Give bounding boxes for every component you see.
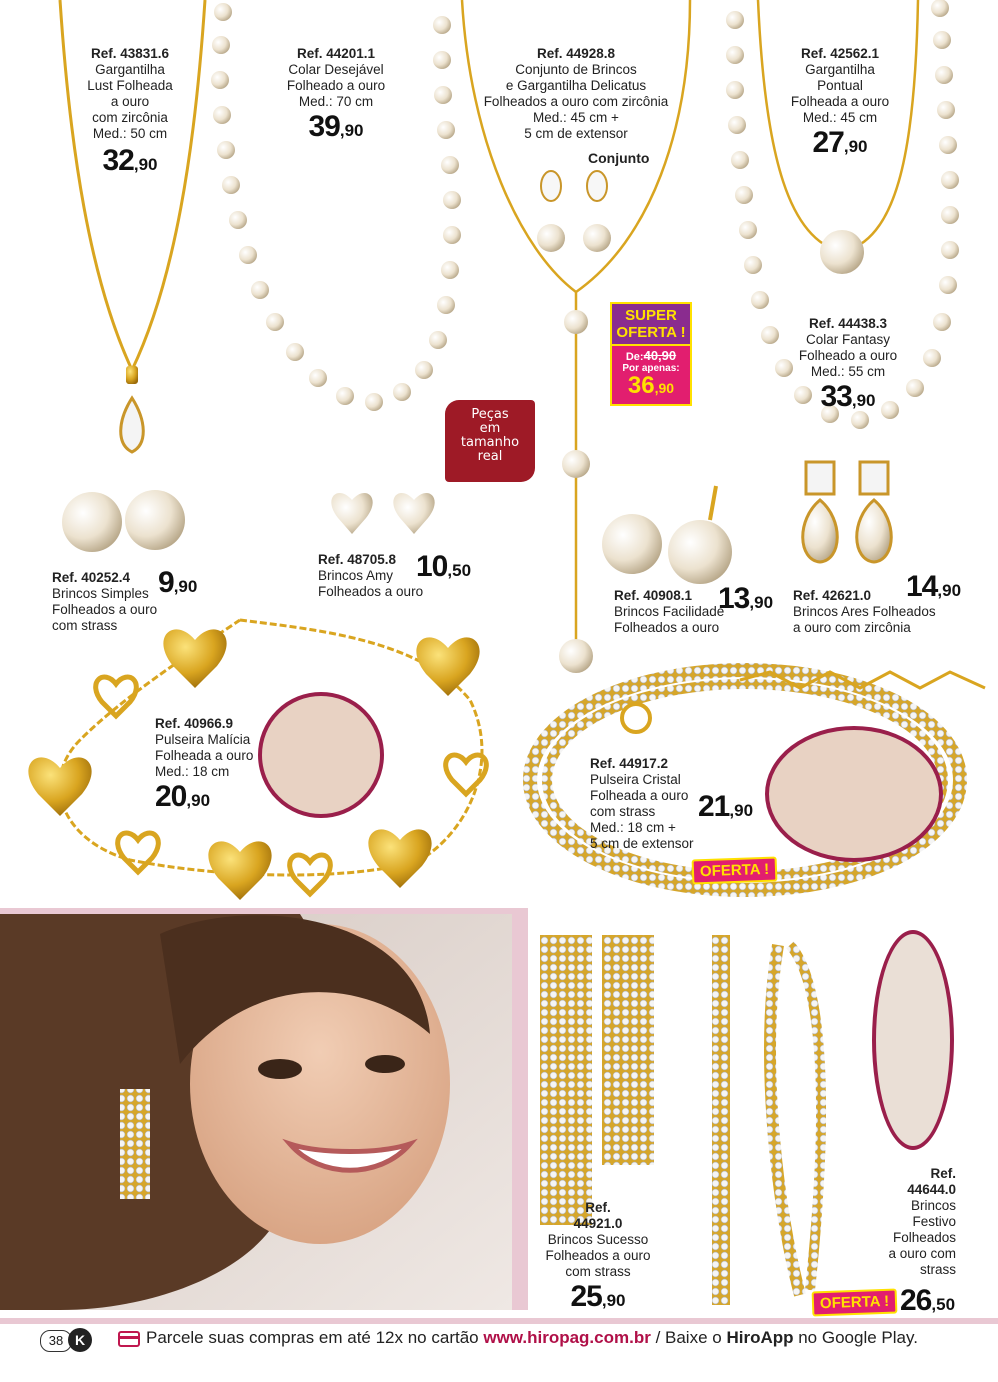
price-42621-0: 14,90 bbox=[906, 570, 962, 603]
super-offer-badge: SUPER OFERTA ! De:40,90 Por apenas: 36,90 bbox=[610, 302, 692, 410]
footer-divider bbox=[0, 1318, 998, 1324]
installment-message: Parcele suas compras em até 12x no cartão www.hiropag.com.br / Baixe o HiroApp no Google Play. bbox=[146, 1328, 918, 1347]
price: 39,90 bbox=[308, 110, 364, 143]
product-40908-1: Ref. 40908.1 Brincos Facilidade Folheados a ouro bbox=[614, 588, 725, 635]
brand-logo-icon: K bbox=[68, 1328, 92, 1352]
hiropag-link[interactable]: www.hiropag.com.br bbox=[483, 1328, 651, 1347]
price: 32,90 bbox=[102, 144, 158, 177]
product-44917-2: Ref. 44917.2 Pulseira Cristal Folheada a ouro com strass Med.: 18 cm + 5 cm de extensor bbox=[590, 756, 694, 851]
price: 25,90 bbox=[570, 1280, 626, 1313]
product-40966-9: Ref. 40966.9 Pulseira Malícia Folheada a ouro Med.: 18 cm 20,90 bbox=[155, 716, 265, 812]
product-44438-3: Ref. 44438.3 Colar Fantasy Folheado a ouro Med.: 55 cm 33,90 bbox=[788, 316, 908, 412]
price-40252-4: 9,90 bbox=[158, 566, 198, 599]
offer-price-int: 36 bbox=[627, 372, 655, 399]
product-43831-6: Ref. 43831.6 Gargantilha Lust Folheada a ouro com zircônia Med.: 50 cm 32,90 bbox=[80, 46, 180, 176]
price: 20,90 bbox=[155, 780, 211, 813]
price: 27,90 bbox=[812, 126, 868, 159]
hiroapp-name: HiroApp bbox=[726, 1328, 794, 1347]
oferta-badge-cristal: OFERTA ! bbox=[692, 857, 778, 885]
product-42562-1: Ref. 42562.1 Gargantilha Pontual Folheada a ouro Med.: 45 cm 27,90 bbox=[780, 46, 900, 158]
bracelet-photo-cristal bbox=[765, 726, 943, 862]
earring-photo-festivo bbox=[872, 930, 954, 1150]
page-number: 38 bbox=[40, 1330, 72, 1352]
set-label: Conjunto bbox=[588, 150, 650, 166]
real-size-badge: Peças em tamanho real bbox=[445, 400, 535, 482]
model-photo bbox=[0, 914, 512, 1310]
product-44201-1: Ref. 44201.1 Colar Desejável Folheado a ouro Med.: 70 cm 39,90 bbox=[276, 46, 396, 142]
oferta-badge-festivo: OFERTA ! bbox=[812, 1289, 898, 1317]
price-40908-1: 13,90 bbox=[718, 582, 774, 615]
product-44921-0: Ref. 44921.0 Brincos Sucesso Folheados a ouro com strass 25,90 bbox=[536, 1200, 660, 1312]
product-44644-0: Ref. 44644.0 Brincos Festivo Folheados a ouro com strass bbox=[888, 1166, 956, 1277]
price-48705-8: 10,50 bbox=[416, 550, 472, 583]
old-price: 40,90 bbox=[643, 348, 677, 363]
price-44644-0: 26,50 bbox=[900, 1284, 956, 1317]
price: 33,90 bbox=[820, 380, 876, 413]
product-42621-0: Ref. 42621.0 Brincos Ares Folheados a ouro com zircônia bbox=[793, 588, 936, 635]
product-40252-4: Ref. 40252.4 Brincos Simples Folheados a ouro com strass bbox=[52, 570, 158, 633]
bracelet-photo-malicia bbox=[258, 692, 384, 818]
price-44917-2: 21,90 bbox=[698, 790, 754, 823]
product-44928-8: Ref. 44928.8 Conjunto de Brincos e Gargantilha Delicatus Folheados a ouro com zircônia Med.: 45 cm + 5 cm de extensor bbox=[483, 46, 669, 141]
footer bbox=[0, 1318, 998, 1382]
credit-card-icon bbox=[118, 1331, 140, 1347]
product-48705-8: Ref. 48705.8 Brincos Amy Folheados a ouro bbox=[318, 552, 424, 599]
